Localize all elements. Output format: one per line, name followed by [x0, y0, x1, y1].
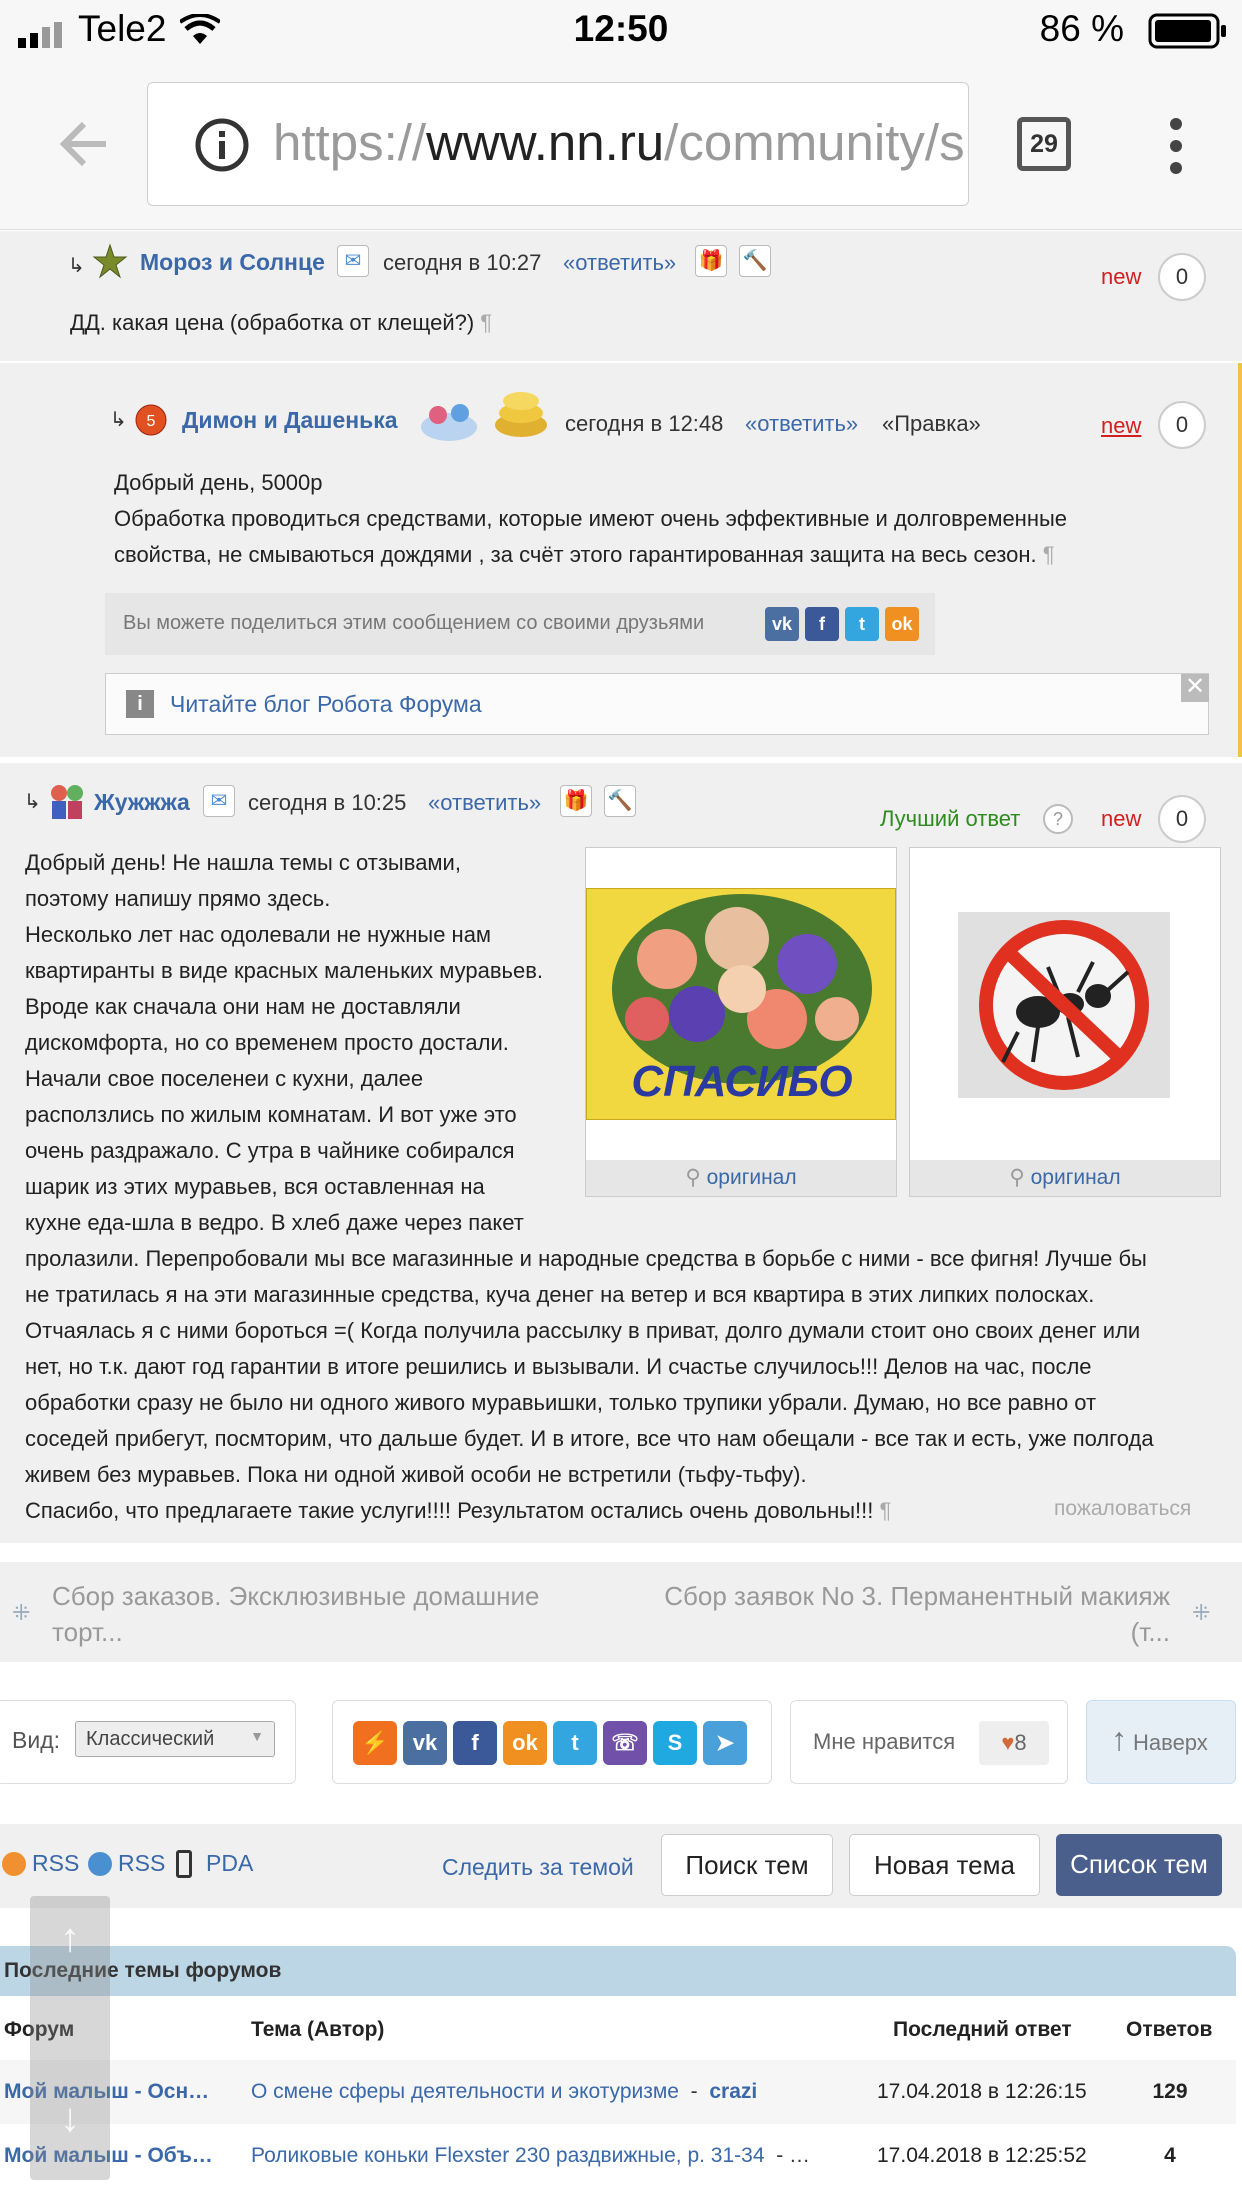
like-count: 8 [1014, 1730, 1027, 1755]
rating-count[interactable]: 0 [1158, 795, 1206, 843]
new-badge: new [1101, 806, 1142, 831]
forum-link[interactable]: Мой малыш - Объ… [4, 2144, 213, 2167]
tab-count-button[interactable]: 29 [1017, 117, 1071, 171]
reply-arrow-icon: ↳ [110, 409, 127, 431]
svg-text:5: 5 [146, 413, 156, 430]
reply-link[interactable]: «ответить» [745, 411, 859, 436]
column-header: Ответов [1126, 2018, 1213, 2041]
blog-notice[interactable] [105, 673, 1209, 735]
magnifier-icon: ⚲ [1009, 1166, 1025, 1189]
prev-topic-icon[interactable]: ⁜ [12, 1600, 31, 1625]
arrow-up-icon: ↑ [1111, 1721, 1127, 1757]
pda-link[interactable]: PDA [206, 1850, 254, 1876]
forum-post [0, 363, 1242, 757]
chevron-down-icon: ▼ [250, 1728, 264, 1744]
telegram-share-icon[interactable]: ➤ [703, 1721, 747, 1765]
thank-you-caption: СПАСИБО [631, 1057, 853, 1106]
no-ants-image[interactable] [958, 912, 1170, 1098]
vk-share-icon[interactable]: vk [403, 1721, 447, 1765]
recent-topics-table [0, 1996, 1236, 2208]
topic-pager [0, 1562, 1242, 1662]
complain-link[interactable]: пожаловаться [1054, 1497, 1192, 1520]
help-icon[interactable]: ? [1043, 804, 1073, 834]
skype-share-icon[interactable]: S [653, 1721, 697, 1765]
topic-link[interactable]: О смене сферы деятельности и экотуризме - crazi [251, 2080, 758, 2103]
prev-topic-link[interactable]: Сбор заказов. Эксклюзивные домашние торт... [52, 1581, 540, 1647]
browser-toolbar [0, 62, 1242, 230]
reply-link[interactable]: «ответить» [428, 790, 542, 815]
scroll-down-icon[interactable]: ↓ [60, 2096, 80, 2140]
image-thumbnail[interactable] [909, 847, 1221, 1197]
award-icon [418, 393, 480, 450]
back-to-top-label: Наверх [1133, 1730, 1208, 1755]
table-row [0, 2060, 1236, 2124]
reply-arrow-icon: ↳ [24, 791, 41, 813]
column-header: Тема (Автор) [251, 2018, 385, 2041]
battery-percent: 86 % [1039, 8, 1124, 49]
heart-icon: ♥ [1001, 1730, 1015, 1755]
view-label: Вид: [12, 1727, 60, 1753]
like-button[interactable] [979, 1721, 1049, 1765]
clock: 12:50 [573, 8, 669, 49]
viber-share-icon[interactable]: ☏ [603, 1721, 647, 1765]
share-panel [332, 1700, 772, 1784]
forum-post [0, 231, 1242, 361]
scroll-up-icon[interactable]: ↑ [60, 1916, 80, 1960]
hammer-icon[interactable]: 🔨 [739, 245, 771, 277]
links-bar [0, 1824, 1242, 1908]
view-select[interactable] [75, 1721, 275, 1757]
next-topic-link[interactable]: Сбор заявок No 3. Перманентный макияж (т... [664, 1581, 1170, 1647]
recent-topics-title: Последние темы форумов [4, 1959, 282, 1982]
twitter-share-icon[interactable]: t [845, 607, 879, 641]
like-label: Мне нравится [813, 1729, 956, 1754]
rank-badge-icon [134, 403, 168, 442]
thank-you-flowers-image[interactable] [586, 888, 896, 1120]
back-to-top-button[interactable] [1086, 1700, 1236, 1784]
like-panel [790, 1700, 1068, 1784]
post-time: сегодня в 10:25 [248, 790, 407, 815]
new-topic-button[interactable]: Новая тема [849, 1834, 1040, 1896]
next-topic-icon[interactable]: ⁜ [1192, 1600, 1211, 1625]
post-text: Добрый день, 5000р Обработка проводиться средствами, которые имеют очень эффективные и долговременные свойства, не смываються дождями , за счёт этого гарантированная защита на весь сезон. ¶ [114, 470, 1068, 567]
edit-link[interactable]: «Правка» [882, 411, 981, 436]
lightning-share-icon[interactable]: ⚡ [353, 1721, 397, 1765]
vk-share-icon[interactable]: vk [765, 607, 799, 641]
status-bar [0, 0, 1242, 62]
original-link-bar[interactable] [910, 1160, 1220, 1196]
scroll-overlay[interactable] [30, 1896, 110, 2180]
mail-icon[interactable]: ✉ [203, 785, 235, 817]
battery-icon [1148, 13, 1228, 49]
post-time: сегодня в 10:27 [383, 250, 542, 275]
blog-link[interactable]: Читайте блог Робота Форума [170, 691, 482, 717]
column-header: Форум [4, 2018, 75, 2041]
topic-link[interactable]: Роликовые коньки Flexster 230 раздвижные, р. 31-34 - … [251, 2144, 811, 2167]
rss-link[interactable]: RSS [32, 1850, 80, 1876]
view-box [0, 1700, 296, 1784]
post-text-wide: пролазили. Перепробовали мы все магазинные и народные средства в борьбе с ними - все фигня! Лучше бы не тратилась я на эти магазинные средства, куча денег на ветер и вся квартира в этих липких полосках. Отчаялась я с ними бороться =( Когда получила рассылку в приват, долго думали стоит оно своих денег или нет, но т.к. дают год гарантии в итоге решились и вызывали. И счастье случилось!!! Делов на час, после обработки сразу не было ни одного живого муравьишки, только трупики убрали. Думаю, но все равно от соседей прибегут, посмторим, что дальше будет. И в итоге, все что нам обещали - все так и есть, уже полгода живем без муравьев. Пока ни одной живой особи не встретили (тьфу-тьфу). Спасибо, что предлагаете такие услуги!!!! Результатом остались очень довольны!!! ¶ [25, 1246, 1154, 1523]
reply-link[interactable]: «ответить» [563, 250, 677, 275]
reply-arrow-icon: ↳ [68, 255, 85, 277]
rating-count[interactable]: 0 [1158, 401, 1206, 449]
gift-icon[interactable]: 🎁 [695, 245, 727, 277]
post-author[interactable]: Мороз и Солнце [140, 249, 325, 275]
original-link[interactable]: оригинал [1030, 1166, 1121, 1189]
more-menu-icon[interactable] [1164, 114, 1188, 178]
view-select-value: Классический [86, 1728, 215, 1750]
post-text: ДД. какая цена (обработка от клещей?) ¶ [70, 310, 493, 335]
rss-link[interactable]: RSS [118, 1850, 166, 1876]
post-author[interactable]: Жужжжа [94, 789, 190, 815]
recent-topics-header [0, 1946, 1236, 1996]
back-arrow-icon[interactable] [56, 116, 112, 172]
address-bar[interactable] [147, 82, 969, 206]
last-reply-time: 17.04.2018 в 12:26:15 [877, 2080, 1087, 2103]
url-text: https://www.nn.ru/community/s [273, 114, 965, 171]
magnifier-icon: ⚲ [685, 1166, 701, 1189]
rss-icon [88, 1852, 112, 1876]
post-text-narrow: Добрый день! Не нашла темы с отзывами, поэтому напишу прямо здесь. Несколько лет нас одолевали не нужные нам квартиранты в виде красных маленьких муравьев. Вроде как сначала они нам не доставляли дискомфорта, но со временем просто достали. Начали свое поселенеи с кухни, далее расползлись по жилым комнатам. И вот уже это очень раздражало. С утра в чайнике собирался шарик из этих муравьев, вся оставленная на кухне еда-шла в ведро. В хлеб даже через пакет [25, 850, 544, 1235]
original-link-bar[interactable] [586, 1160, 896, 1196]
share-text: Вы можете поделиться этим сообщением со своими друзьями [123, 612, 705, 634]
facebook-share-icon[interactable]: f [453, 1721, 497, 1765]
new-badge: new [1101, 413, 1142, 438]
carrier-name: Tele2 [78, 8, 167, 49]
column-header: Последний ответ [893, 2018, 1072, 2041]
rss-icon [2, 1852, 26, 1876]
odnoklassniki-share-icon[interactable]: ok [885, 607, 919, 641]
search-topics-button[interactable]: Поиск тем [661, 1834, 833, 1896]
facebook-share-icon[interactable]: f [805, 607, 839, 641]
post-time: сегодня в 12:48 [565, 411, 724, 436]
mail-icon[interactable]: ✉ [337, 245, 369, 277]
table-row [0, 2124, 1236, 2188]
twitter-share-icon[interactable]: t [553, 1721, 597, 1765]
info-icon[interactable] [194, 117, 250, 173]
phone-icon [176, 1850, 192, 1878]
star-rank-icon [92, 243, 128, 284]
avatar-icon [46, 781, 88, 826]
gift-icon[interactable]: 🎁 [560, 785, 592, 817]
close-icon[interactable]: ✕ [1181, 674, 1209, 702]
reply-count: 4 [1164, 2144, 1176, 2167]
image-thumbnail[interactable] [585, 847, 897, 1197]
new-badge: new [1101, 264, 1142, 289]
reply-count: 129 [1152, 2080, 1188, 2103]
topic-list-button[interactable]: Список тем [1056, 1834, 1222, 1896]
odnoklassniki-share-icon[interactable]: ok [503, 1721, 547, 1765]
forum-post [0, 763, 1242, 1543]
best-answer-label[interactable]: Лучший ответ [880, 806, 1021, 831]
share-box [105, 593, 935, 655]
last-reply-time: 17.04.2018 в 12:25:52 [877, 2144, 1087, 2167]
post-author[interactable]: Димон и Дашенька [182, 407, 398, 433]
coins-award-icon [490, 385, 552, 460]
follow-topic-link[interactable]: Следить за темой [442, 1854, 634, 1880]
rating-count[interactable]: 0 [1158, 253, 1206, 301]
info-icon: i [126, 690, 154, 718]
forum-link[interactable]: Мой малыш - Осн… [4, 2080, 210, 2103]
original-link[interactable]: оригинал [706, 1166, 797, 1189]
hammer-icon[interactable]: 🔨 [604, 785, 636, 817]
